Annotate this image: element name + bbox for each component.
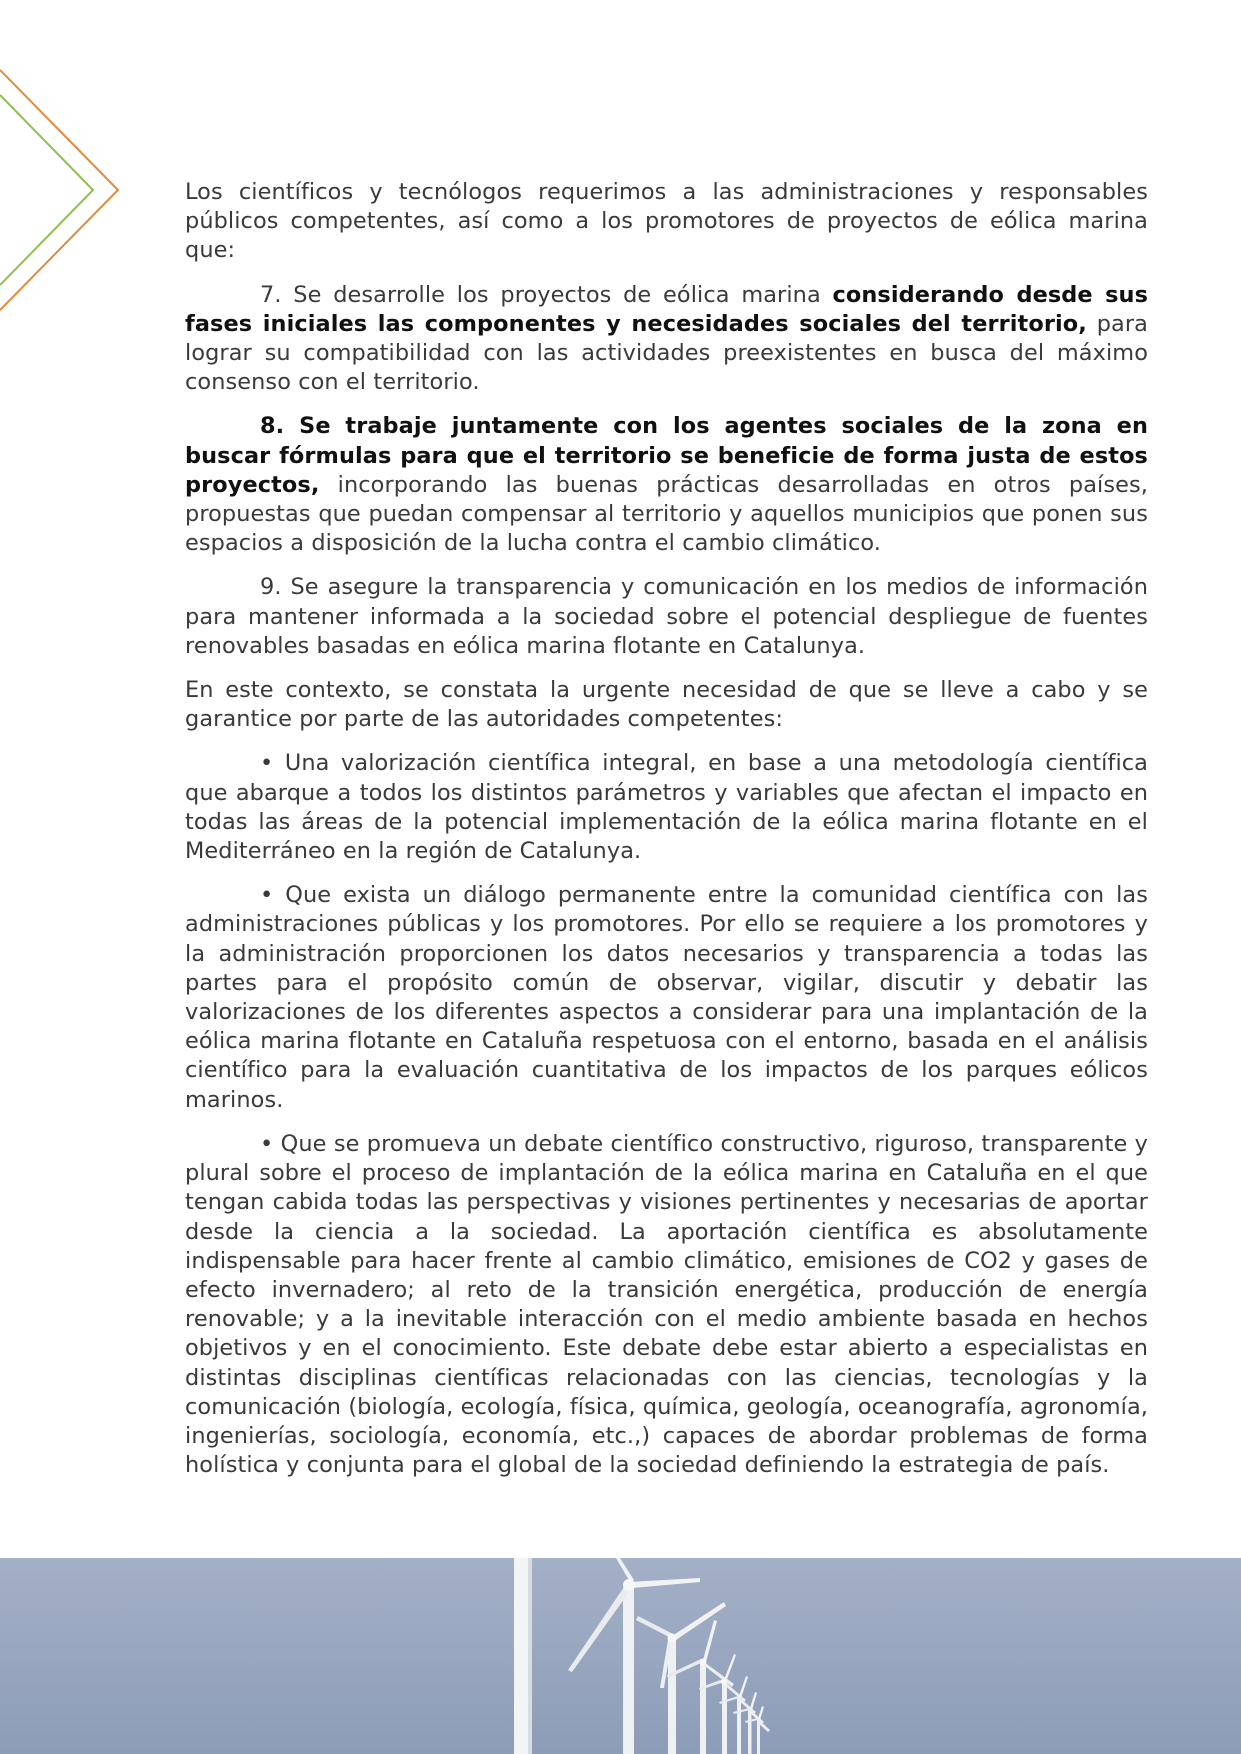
document-body xyxy=(185,178,1148,1495)
item-7-paragraph xyxy=(185,281,1148,398)
chevron-decoration-icon xyxy=(0,0,130,320)
bullet-paragraph: • Una valorización científica integral, en base a una metodología científica que abarque a todos los distintos parámetros y variables que afectan el impacto en todas las áreas de la potencial implementación de la eólica marina flotante en el Mediterráneo en la región de Catalunya. xyxy=(185,750,1148,865)
intro-paragraph: Los científicos y tecnólogos requerimos a las administraciones y responsables públicos competentes, así como a los promotores de proyectos de eólica marina que: xyxy=(185,179,1148,264)
bullet-paragraph: • Que se promueva un debate científico constructivo, riguroso, transparente y plural sobre el proceso de implantación de la eólica marina en Cataluña en el que tengan cabida todas las perspectivas y visiones pertinentes y necesarias de aportar desde la ciencia a la sociedad. La aportación científica es absolutamente indispensable para hacer frente al cambio climático, emisiones de CO2 y gases de efecto invernadero; al reto de la transición energética, producción de energía renovable; y a la inevitable interacción con el medio ambiente basada en hechos objetivos y en el conocimiento. Este debate debe estar abierto a especialistas en distintas disciplinas científicas relacionadas con las ciencias, tecnologías y la comunicación (biología, ecología, física, química, geología, oceanografía, agronomía, ingenierías, sociología, economía, etc.,) capaces de abordar problemas de forma holística y conjunta para el global de la sociedad definiendo la estrategia de país. xyxy=(185,1130,1148,1479)
bullet-paragraph: • Que exista un diálogo permanente entre la comunidad científica con las administraciones públicas y los promotores. Por ello se requiere a los promotores y la administración proporcionen los datos necesarios y transparencia a todas las partes para el propósito común de observar, vigilar, discutir y debatir las valorizaciones de los diferentes aspectos a considerar para una implantación de la eólica marina flotante en Cataluña respetuosa con el entorno, basada en el análisis científico para la evaluación cuantitativa de los impactos de los parques eólicos marinos. xyxy=(185,882,1148,1113)
item-7-rest: para lograr su compatibilidad con las actividades preexistentes en busca del máximo consenso con el territorio. xyxy=(185,310,1148,396)
item-7-bold: considerando desde sus fases iniciales las componentes y necesidades sociales del territorio, xyxy=(185,281,1148,337)
wind-turbines-photo xyxy=(0,1558,1241,1754)
item-8-paragraph xyxy=(185,412,1148,558)
context-paragraph: En este contexto, se constata la urgente necesidad de que se lleve a cabo y se garantice por parte de las autoridades competentes: xyxy=(185,677,1148,733)
item-9-paragraph: 9. Se asegure la transparencia y comunicación en los medios de información para mantener informada a la sociedad sobre el potencial despliegue de fuentes renovables basadas en eólica marina flotante en Catalunya. xyxy=(185,574,1148,659)
item-8-rest: incorporando las buenas prácticas desarrolladas en otros países, propuestas que puedan compensar al territorio y aquellos municipios que ponen sus espacios a disposición de la lucha contra el cambio climático. xyxy=(185,471,1148,557)
item-7-lead: 7. Se desarrolle los proyectos de eólica marina xyxy=(260,281,833,308)
item-8-bold: 8. Se trabaje juntamente con los agentes sociales de la zona en buscar fórmulas para que el territorio se beneficie de forma justa de estos proyectos, xyxy=(185,413,1148,498)
